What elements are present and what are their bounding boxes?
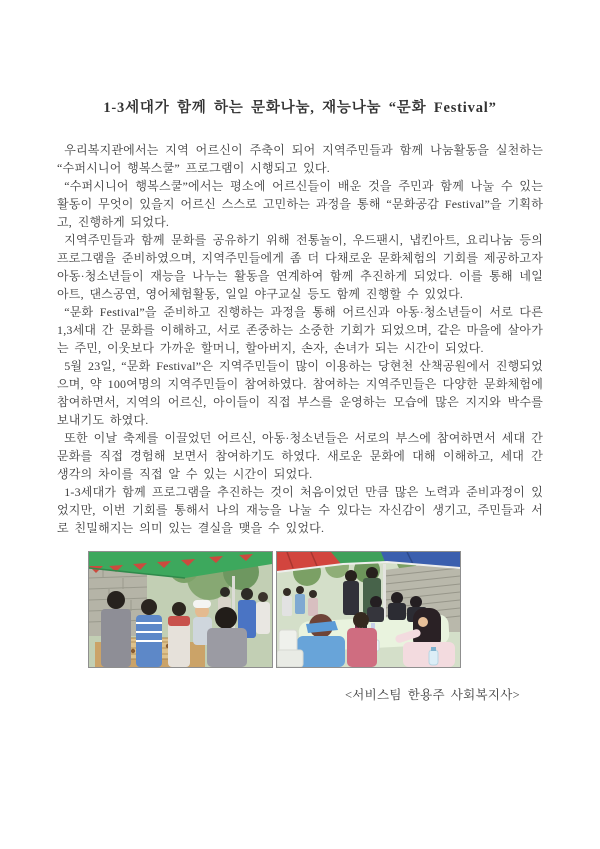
paragraph: “수퍼시니어 행복스쿨”에서는 평소에 어르신들이 배운 것을 주민과 함께 나눌 수 있는 활동이 무엇이 있을지 어르신 스스로 고민하는 과정을 통해 “문화공감 Festival”을 기획하고, 진행하게 되었다.	[57, 179, 543, 229]
author-caption: <서비스팀 한용주 사회복지사>	[344, 688, 520, 702]
board-game-booth-illustration	[89, 552, 272, 667]
nail-art-booth-illustration	[277, 552, 460, 667]
paragraph: “문화 Festival”을 준비하고 진행하는 과정을 통해 어르신과 아동·청소년들이 서로 다른 1,3세대 간 문화를 이해하고, 서로 존중하는 소중한 기회가 되었으며, 같은 마을에 살아가는 주민, 이웃보다 가까운 할머니, 할아버지, 손자, 손녀가 되는 시간이 되었다.	[57, 305, 543, 355]
document-body	[57, 141, 543, 537]
paragraph: 1-3세대가 함께 프로그램을 추진하는 것이 처음이었던 만큼 많은 노력과 준비과정이 있었지만, 이번 기회를 통해서 나의 재능을 나눌 수 있다는 자신감이 생기고, 주민들과 서로 친밀해지는 의미 있는 결실을 맺을 수 있었다.	[57, 485, 543, 535]
photo-row	[88, 551, 600, 668]
photo-board-game-booth	[88, 551, 273, 668]
page-title: 1-3세대가 함께 하는 문화나눔, 재능나눔 “문화 Festival”	[103, 100, 497, 116]
paragraph: 5월 23일, “문화 Festival”은 지역주민들이 많이 이용하는 당현천 산책공원에서 진행되었으며, 약 100여명의 지역주민들이 참여하였다. 참여하는 지역주민들은 다양한 문화체험에 참여하면서, 지역의 어르신, 아이들이 직접 부스를 운영하는 모습에 많은 지지와 박수를 보내기도 하였다.	[57, 359, 543, 427]
paragraph: 우리복지관에서는 지역 어르신이 주축이 되어 지역주민들과 함께 나눔활동을 실천하는 “수퍼시니어 행복스쿨” 프로그램이 시행되고 있다.	[57, 143, 543, 175]
photo-nail-art-booth	[276, 551, 461, 668]
paragraph: 지역주민들과 함께 문화를 공유하기 위해 전통놀이, 우드팬시, 냅킨아트, 요리나눔 등의 프로그램을 준비하였으며, 지역주민들에게 좀 더 다채로운 문화체험의 기회를 제공하고자 아동·청소년들이 재능을 나누는 활동을 연계하여 함께 추진하게 되었다. 이를 통해 네일아트, 댄스공연, 영어체험활동, 일일 야구교실 등도 함께 진행할 수 있었다.	[57, 233, 543, 301]
paragraph: 또한 이날 축제를 이끌었던 어르신, 아동·청소년들은 서로의 부스에 참여하면서 세대 간 문화를 직접 경험해 보면서 참여하기도 하였다. 새로운 문화에 대해 이해하고, 세대 간 생각의 차이를 직접 알 수 있는 시간이 되었다.	[57, 431, 543, 481]
